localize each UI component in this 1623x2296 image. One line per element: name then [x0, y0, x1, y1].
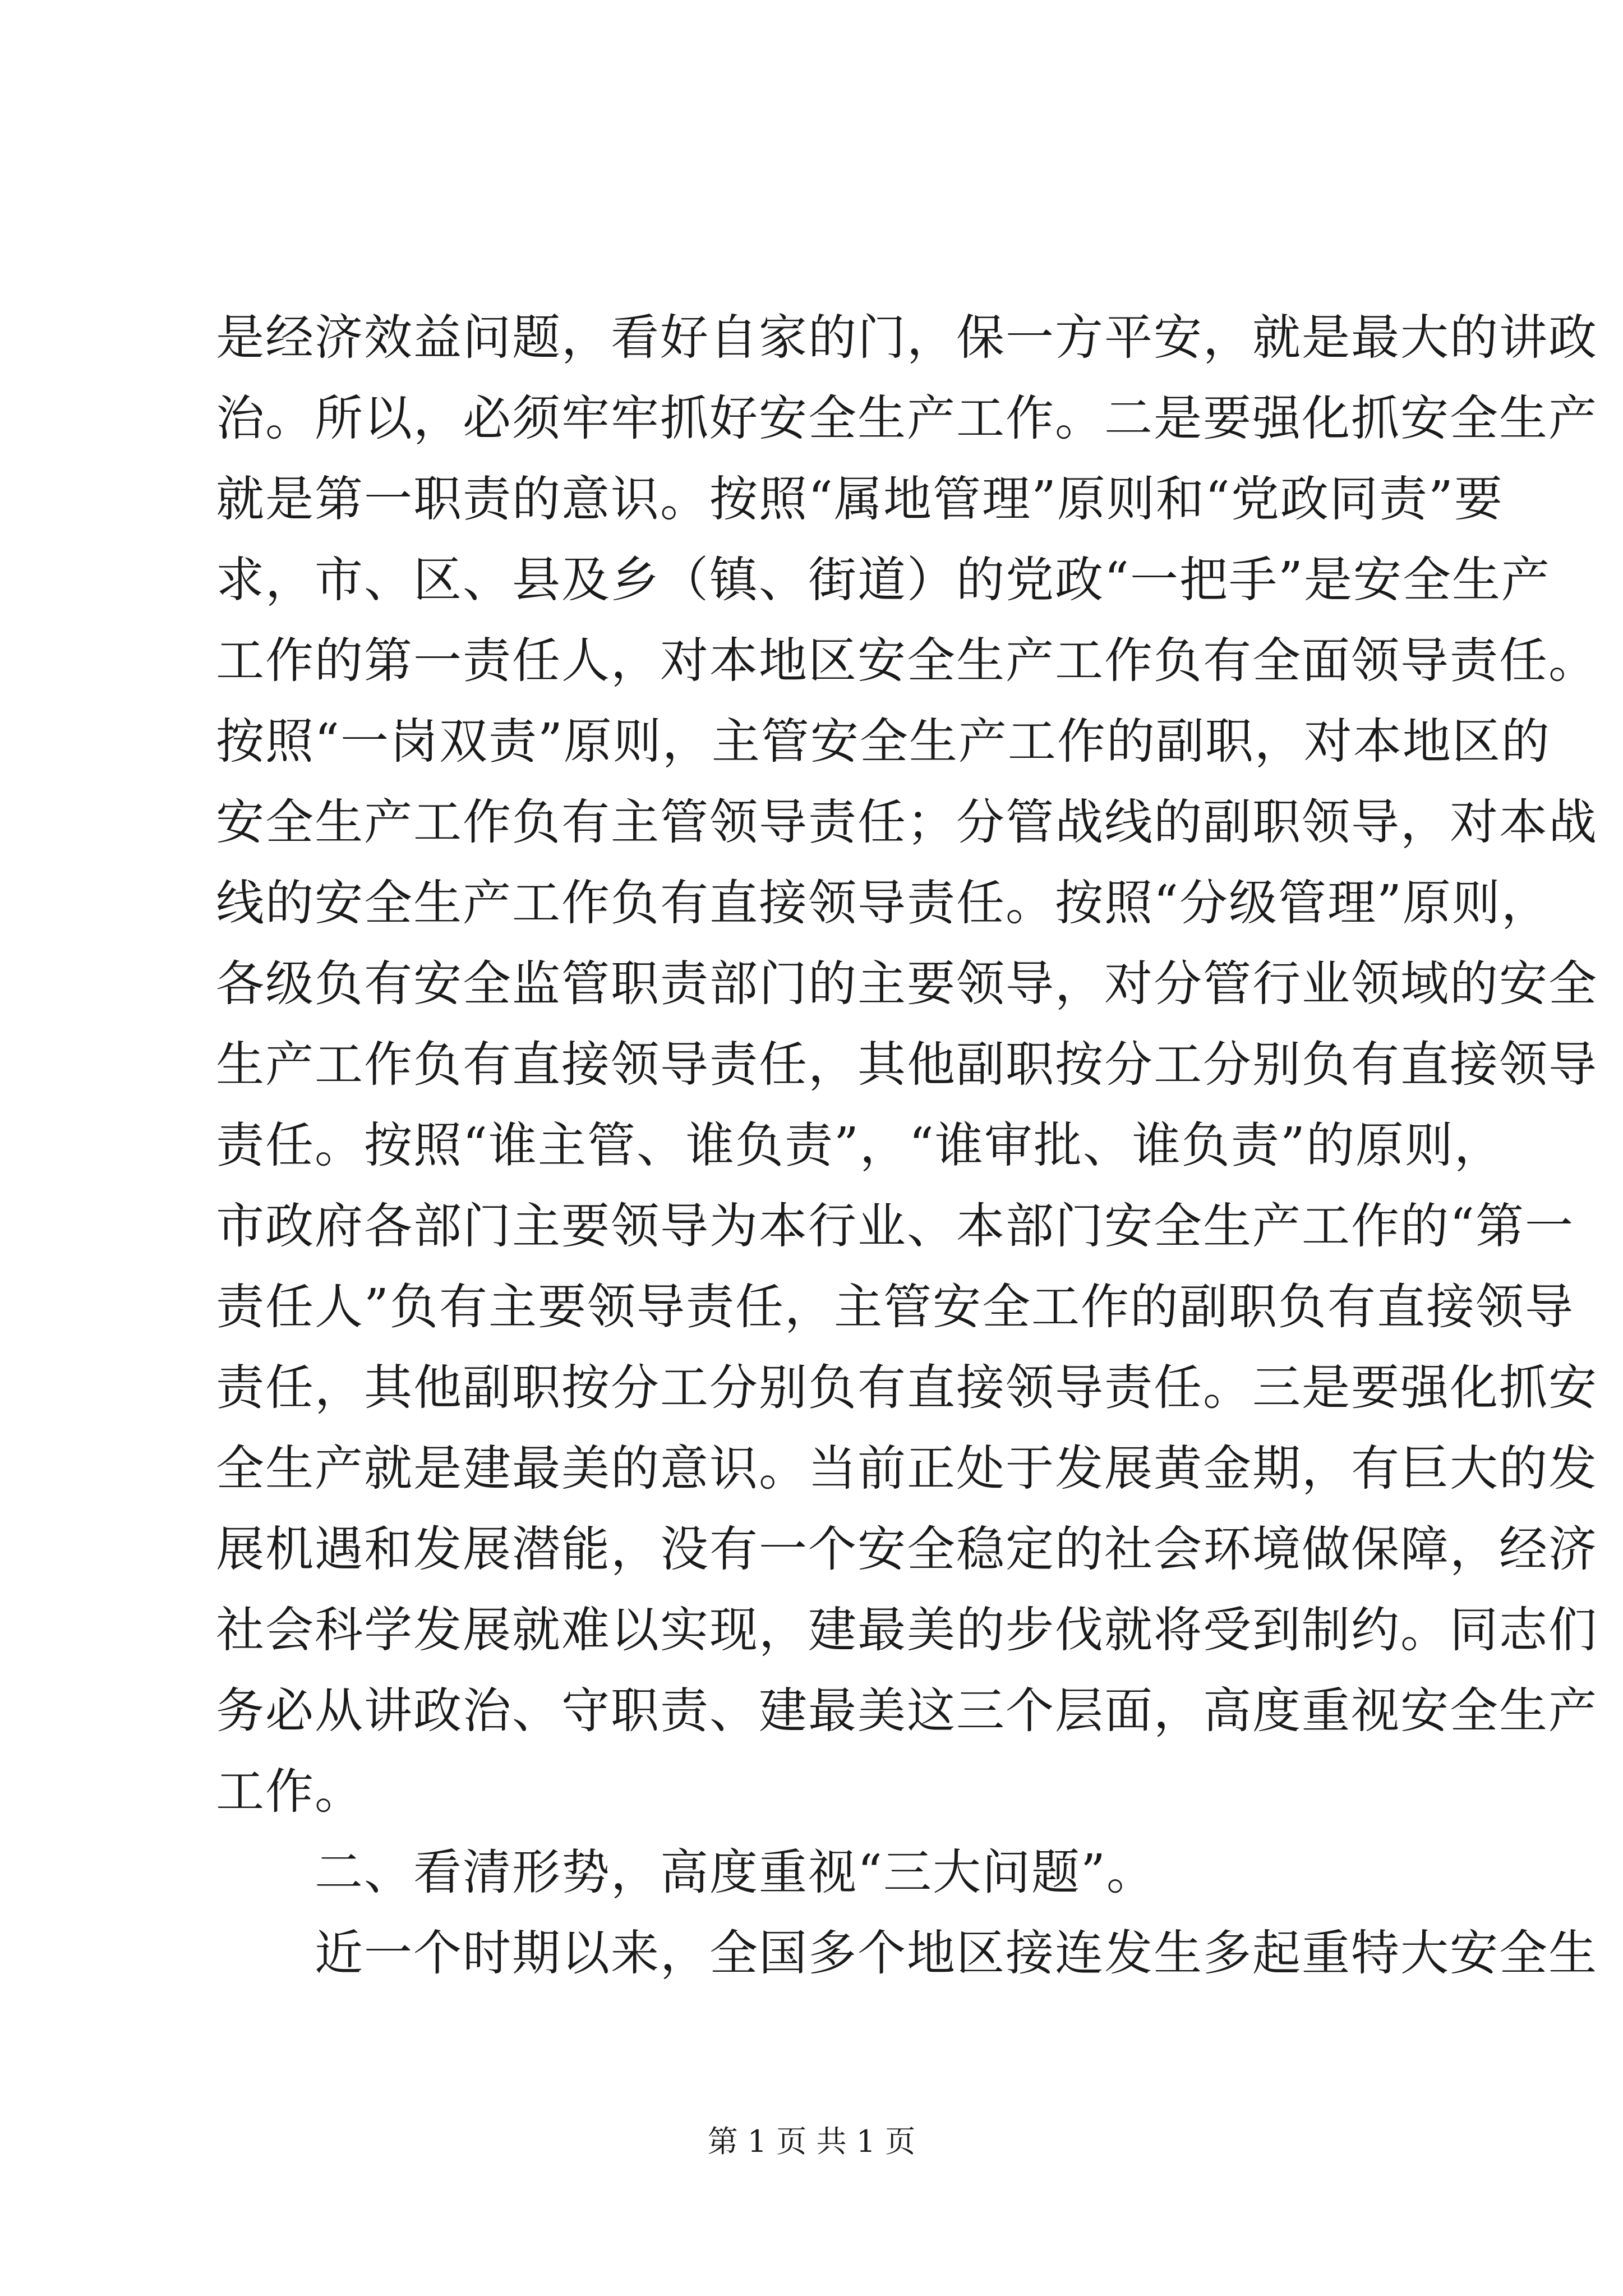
text-line: 务必从讲政治、守职责、建最美这三个层面，高度重视安全生产 [216, 1683, 1598, 1739]
text-line: 线的安全生产工作负有直接领导责任。按照“分级管理”原则， [216, 875, 1551, 931]
section-heading: 二、看清形势，高度重视“三大问题”。 [315, 1844, 1156, 1901]
text-line: 治。所以，必须牢牢抓好安全生产工作。二是要强化抓安全生产 [216, 390, 1598, 447]
text-line: 工作的第一责任人，对本地区安全生产工作负有全面领导责任。 [216, 633, 1598, 689]
text-line: 生产工作负有直接领导责任，其他副职按分工分别负有直接领导 [216, 1037, 1598, 1093]
text-line: 工作。 [216, 1764, 364, 1820]
page-footer: 第 1 页 共 1 页 [707, 2124, 916, 2159]
text-line: 求，市、区、县及乡（镇、街道）的党政“一把手”是安全生产 [216, 552, 1551, 608]
body-text [216, 297, 1598, 1994]
text-line: 责任。按照“谁主管、谁负责”，“谁审批、谁负责”的原则， [216, 1117, 1504, 1174]
text-line: 展机遇和发展潜能，没有一个安全稳定的社会环境做保障，经济 [216, 1521, 1598, 1577]
text-line: 就是第一职责的意识。按照“属地管理”原则和“党政同责”要 [216, 471, 1504, 527]
text-line: 按照“一岗双责”原则，主管安全生产工作的副职，对本地区的 [216, 714, 1551, 770]
text-line: 责任，其他副职按分工分别负有直接领导责任。三是要强化抓安 [216, 1360, 1598, 1416]
text-line: 全生产就是建最美的意识。当前正处于发展黄金期，有巨大的发 [216, 1441, 1598, 1497]
text-line: 社会科学发展就难以实现，建最美的步伐就将受到制约。同志们 [216, 1602, 1598, 1658]
text-line: 市政府各部门主要领导为本行业、本部门安全生产工作的“第一 [216, 1198, 1574, 1254]
text-line: 近一个时期以来，全国多个地区接连发生多起重特大安全生 [315, 1925, 1598, 1981]
text-line: 各级负有安全监管职责部门的主要领导，对分管行业领域的安全 [216, 956, 1598, 1012]
text-line: 安全生产工作负有主管领导责任；分管战线的副职领导，对本战 [216, 794, 1598, 850]
text-line: 责任人”负有主要领导责任，主管安全工作的副职负有直接领导 [216, 1279, 1574, 1335]
text-line: 是经济效益问题，看好自家的门，保一方平安，就是最大的讲政 [216, 310, 1598, 366]
